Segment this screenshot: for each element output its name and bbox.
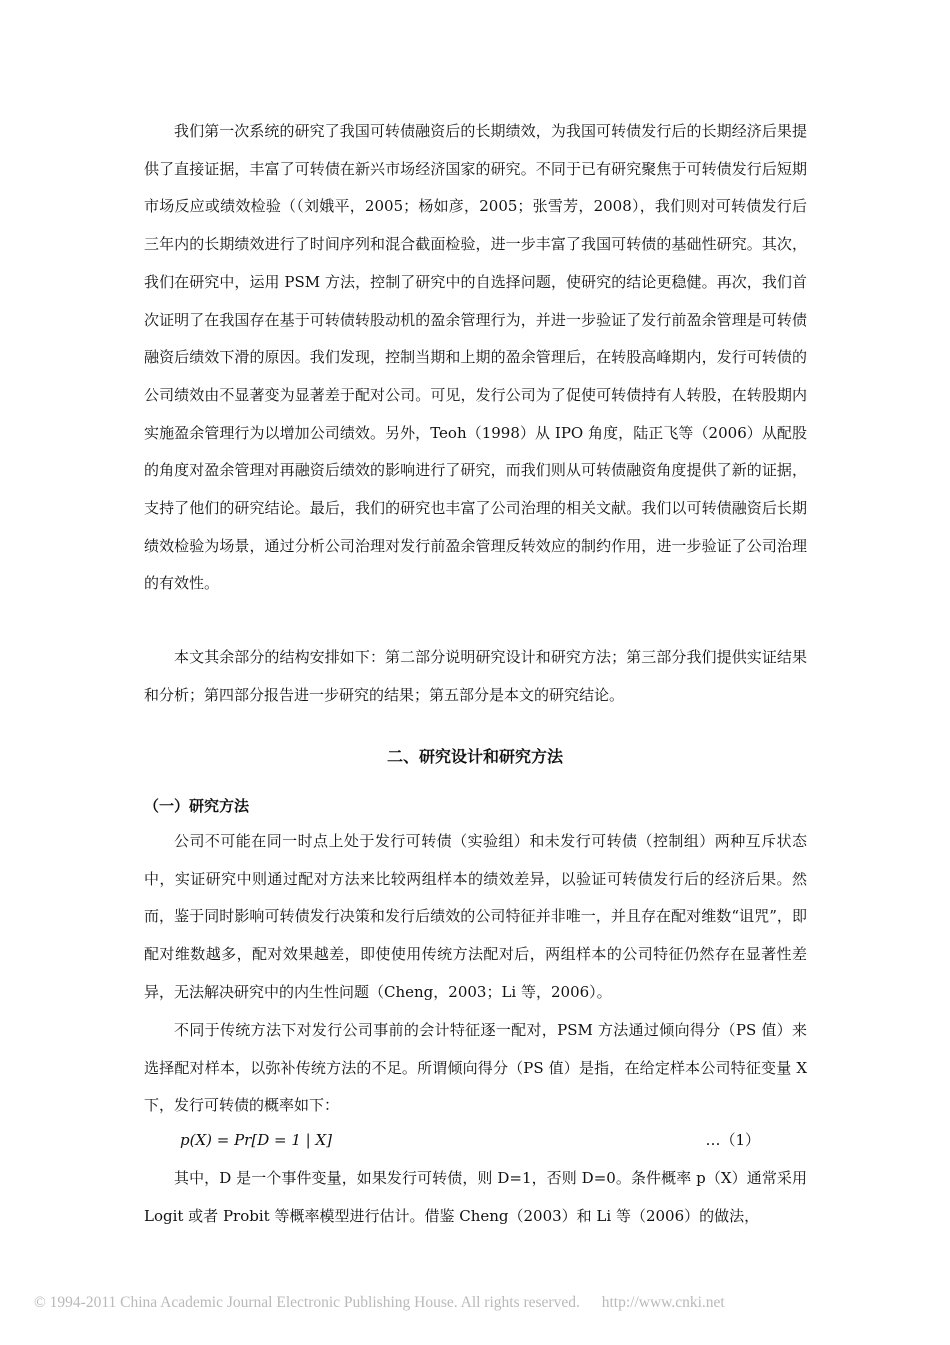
footer-url: http://www.cnki.net [601, 1294, 725, 1311]
equation-number: …（1） [705, 1131, 760, 1149]
body-paragraph-psm: 不同于传统方法下对发行公司事前的会计特征逐一配对，PSM 方法通过倾向得分（PS 值）来选择配对样本，以弥补传统方法的不足。所谓倾向得分（PS 值）是指，在给定样本公司特征变量 X 下，发行可转债的概率如下： [144, 1021, 807, 1115]
body-paragraph-contributions: 我们第一次系统的研究了我国可转债融资后的长期绩效，为我国可转债发行后的长期经济后果提供了直接证据，丰富了可转债在新兴市场经济国家的研究。不同于已有研究聚焦于可转债发行后短期市场反应或绩效检验（（刘娥平，2005；杨如彦，2005；张雪芳，2008），我们则对可转债发行后三年内的长期绩效进行了时间序列和混合截面检验，进一步丰富了我国可转债的基础性研究。其次，我们在研究中，运用 PSM 方法，控制了研究中的自选择问题，使研究的结论更稳健。再次，我们首次证明了在我国存在基于可转债转股动机的盈余管理行为，并进一步验证了发行前盈余管理是可转债融资后绩效下滑的原因。我们发现，控制当期和上期的盈余管理后，在转股高峰期内，发行可转债的公司绩效由不显著变为显著差于配对公司。可见，发行公司为了促使可转债持有人转股，在转股期内实施盈余管理行为以增加公司绩效。另外，Teoh（1998）从 IPO 角度，陆正飞等（2006）从配股的角度对盈余管理对再融资后绩效的影响进行了研究，而我们则从可转债融资角度提供了新的证据，支持了他们的研究结论。最后，我们的研究也丰富了公司治理的相关文献。我们以可转债融资后长期绩效检验为场景，通过分析公司治理对发行前盈余管理反转效应的制约作用，进一步验证了公司治理的有效性。 [144, 122, 807, 593]
copyright-text: © 1994-2011 China Academic Journal Electronic Publishing House. All rights reserved. [34, 1294, 580, 1311]
subsection-heading: （一）研究方法 [144, 797, 250, 815]
equation-row [180, 1126, 760, 1154]
body-paragraph-event-variable: 其中，D 是一个事件变量，如果发行可转债，则 D=1，否则 D=0。条件概率 p（X）通常采用 Logit 或者 Probit 等概率模型进行估计。借鉴 Cheng（2003）和 Li 等（2006）的做法， [144, 1169, 807, 1225]
body-paragraph-structure: 本文其余部分的结构安排如下：第二部分说明研究设计和研究方法；第三部分我们提供实证结果和分析；第四部分报告进一步研究的结果；第五部分是本文的研究结论。 [144, 648, 807, 704]
copyright-footer [34, 1294, 914, 1312]
equation: p(X) = Pr[D = 1 | X] [180, 1131, 332, 1149]
body-paragraph-method-intro: 公司不可能在同一时点上处于发行可转债（实验组）和未发行可转债（控制组）两种互斥状态中，实证研究中则通过配对方法来比较两组样本的绩效差异，以验证可转债发行后的经济后果。然而，鉴于同时影响可转债发行决策和发行后绩效的公司特征并非唯一，并且存在配对维数“诅咒”，即配对维数越多，配对效果越差，即使使用传统方法配对后，两组样本的公司特征仍然存在显著性差异，无法解决研究中的内生性问题（Cheng，2003；Li 等，2006）。 [144, 832, 807, 1001]
section-heading: 二、研究设计和研究方法 [386, 747, 563, 766]
